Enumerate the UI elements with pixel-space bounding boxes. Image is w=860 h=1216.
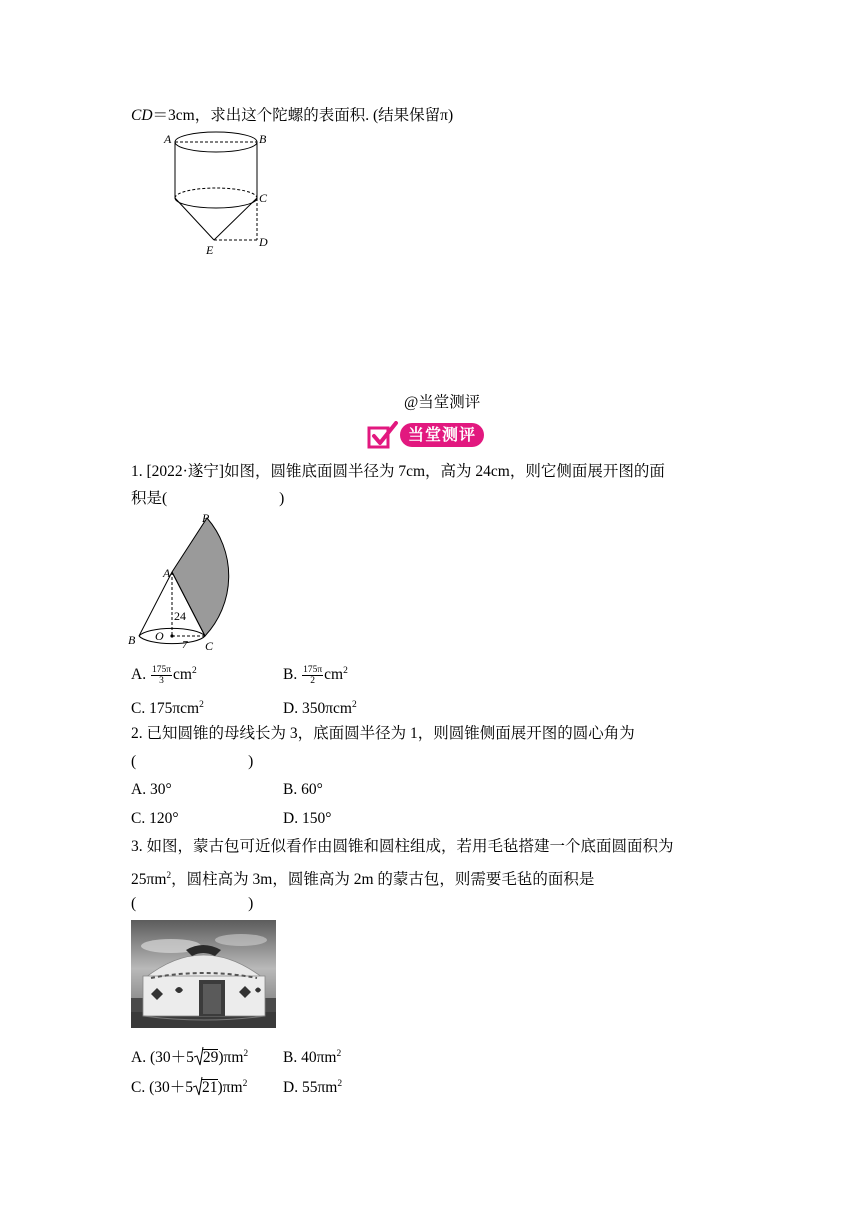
q1-option-d: D. 350πcm$^2$ — [283, 700, 357, 717]
yurt-photo — [131, 920, 276, 1028]
section-badge — [364, 421, 494, 451]
label-height: 24 — [174, 609, 186, 623]
label-e: E — [206, 243, 214, 257]
q1-option-c: C. 175πcm$^2$ — [131, 700, 204, 717]
q1-paren-open: 积是( — [131, 490, 168, 507]
q3-line2: $25\pi m^2$，圆柱高为 3m，圆锥高为 2m 的蒙古包，则需要毛毡的面积是 — [131, 871, 595, 888]
q3-option-c: C. (30＋5 $21)\pi m^2$ — [131, 1073, 247, 1099]
q2-line1: 2. 已知圆锥的母线长为 3，底面圆半径为 1，则圆锥侧面展开图的圆心角为 — [131, 725, 635, 742]
q3-option-a: A. (30＋5 $29)\pi m^2$ — [131, 1043, 248, 1069]
checkbox-icon — [366, 421, 400, 451]
label-o: O — [155, 629, 164, 643]
q2-line2 — [131, 751, 253, 773]
q1-option-a: A. $\frac{175\pi}{3}$ $cm^2$ — [131, 664, 197, 686]
sqrt-29: 29 — [194, 1047, 219, 1069]
label-d: D — [259, 235, 268, 249]
label-p: P — [202, 511, 210, 525]
label-b: B — [259, 132, 267, 146]
top-problem-text: ＝3cm，求出这个陀螺的表面积. (结果保留π) — [152, 107, 454, 124]
q1-paren-close: ) — [279, 490, 285, 507]
label-radius: 7 — [182, 639, 188, 651]
q3-paren-close: ) — [248, 895, 254, 912]
q1-line1: 1. [2022·遂宁]如图，圆锥底面圆半径为 7cm，高为 24cm，则它侧面展开图的面 — [131, 463, 665, 480]
spinning-top-figure — [160, 128, 280, 260]
q1-option-b: B. $\frac{175\pi}{2}$ $cm^2$ — [283, 664, 348, 686]
q2-option-d: D. 150° — [283, 810, 332, 827]
label-c: C — [259, 191, 268, 205]
q3-paren-open: ( — [131, 895, 137, 912]
q3-line1: 3. 如图，蒙古包可近似看作由圆锥和圆柱组成，若用毛毡搭建一个底面圆面积为 — [131, 838, 674, 855]
q3-line3 — [131, 893, 253, 915]
q2-option-b: B. 60° — [283, 781, 323, 798]
label-a: A — [164, 132, 172, 146]
label-a2: A — [163, 566, 171, 580]
q1-line2 — [131, 488, 284, 510]
sqrt-21: 21 — [193, 1077, 218, 1099]
q2-option-a: A. 30° — [131, 781, 172, 798]
q2-option-c: C. 120° — [131, 810, 179, 827]
top-problem-line — [131, 105, 453, 127]
cone-figure — [126, 510, 256, 654]
q2-paren-open: ( — [131, 753, 137, 770]
section-heading: @当堂测评 — [404, 394, 481, 411]
label-b2: B — [128, 633, 136, 647]
cd-var: CD — [131, 107, 153, 124]
badge-label: 当堂测评 — [400, 423, 484, 447]
q3-option-d: D. $55\pi m^2$ — [283, 1079, 343, 1096]
q2-paren-close: ) — [248, 753, 254, 770]
q3-option-b: B. $40\pi m^2$ — [283, 1049, 342, 1066]
label-c2: C — [205, 639, 214, 653]
